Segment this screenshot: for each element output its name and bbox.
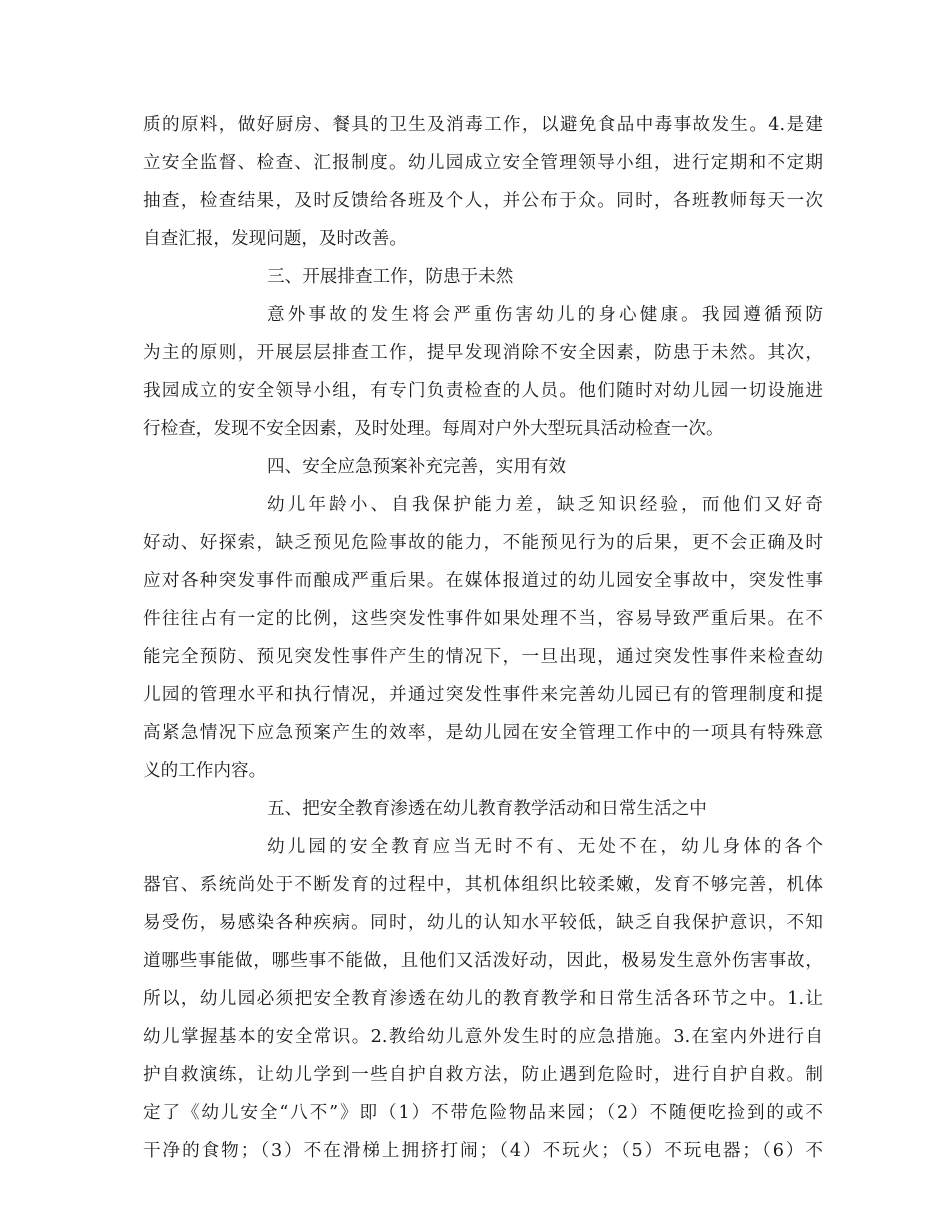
text-line: 幼儿园的安全教育应当无时不有、无处不在，幼儿身体的各个	[267, 837, 823, 857]
text-line: 幼儿掌握基本的安全常识。2.教给幼儿意外发生时的应急措施。3.在室内外进行自	[143, 1027, 823, 1047]
text-line: 定了《幼儿安全“八不”》即（1）不带危险物品来园；（2）不随便吃捡到的或不	[143, 1103, 823, 1123]
text-line: 义的工作内容。	[143, 761, 267, 781]
text-line: 应对各种突发事件而酿成严重后果。在媒体报道过的幼儿园安全事故中，突发性事	[143, 571, 823, 591]
text-line: 为主的原则，开展层层排查工作，提早发现消除不安全因素，防患于未然。其次，	[143, 343, 823, 363]
text-line: 件往往占有一定的比例，这些突发性事件如果处理不当，容易导致严重后果。在不	[143, 609, 823, 629]
section-heading: 五、把安全教育渗透在幼儿教育教学活动和日常生活之中	[267, 799, 707, 819]
text-line: 所以，幼儿园必须把安全教育渗透在幼儿的教育教学和日常生活各环节之中。1.让	[143, 989, 823, 1009]
document-body	[143, 106, 823, 1170]
text-line: 干净的食物；（3）不在滑梯上拥挤打闹；（4）不玩火；（5）不玩电器；（6）不	[143, 1141, 823, 1161]
text-line: 抽查，检查结果，及时反馈给各班及个人，并公布于众。同时，各班教师每天一次	[143, 191, 823, 211]
text-line: 行检查，发现不安全因素，及时处理。每周对户外大型玩具活动检查一次。	[143, 419, 724, 439]
text-line: 器官、系统尚处于不断发育的过程中，其机体组织比较柔嫩，发育不够完善，机体	[143, 875, 823, 895]
text-line: 好动、好探索，缺乏预见危险事故的能力，不能预见行为的后果，更不会正确及时	[143, 533, 823, 553]
section-heading: 三、开展排查工作，防患于未然	[267, 267, 514, 287]
text-line: 儿园的管理水平和执行情况，并通过突发性事件来完善幼儿园已有的管理制度和提	[143, 685, 823, 705]
text-line: 幼儿年龄小、自我保护能力差，缺乏知识经验，而他们又好奇	[267, 495, 823, 515]
text-line: 自查汇报，发现问题，及时改善。	[143, 229, 407, 249]
text-line: 质的原料，做好厨房、餐具的卫生及消毒工作，以避免食品中毒事故发生。4.是建	[143, 115, 823, 135]
text-line: 易受伤，易感染各种疾病。同时，幼儿的认知水平较低，缺乏自我保护意识，不知	[143, 913, 823, 933]
section-heading: 四、安全应急预案补充完善，实用有效	[267, 457, 567, 477]
text-line: 高紧急情况下应急预案产生的效率，是幼儿园在安全管理工作中的一项具有特殊意	[143, 723, 823, 743]
text-line: 立安全监督、检查、汇报制度。幼儿园成立安全管理领导小组，进行定期和不定期	[143, 153, 823, 173]
text-line: 意外事故的发生将会严重伤害幼儿的身心健康。我园遵循预防	[267, 305, 823, 325]
text-line: 能完全预防、预见突发性事件产生的情况下，一旦出现，通过突发性事件来检查幼	[143, 647, 823, 667]
text-line: 护自救演练，让幼儿学到一些自护自救方法，防止遇到危险时，进行自护自救。制	[143, 1065, 823, 1085]
text-line: 我园成立的安全领导小组，有专门负责检查的人员。他们随时对幼儿园一切设施进	[143, 381, 823, 401]
text-line: 道哪些事能做，哪些事不能做，且他们又活泼好动，因此，极易发生意外伤害事故，	[143, 951, 823, 971]
